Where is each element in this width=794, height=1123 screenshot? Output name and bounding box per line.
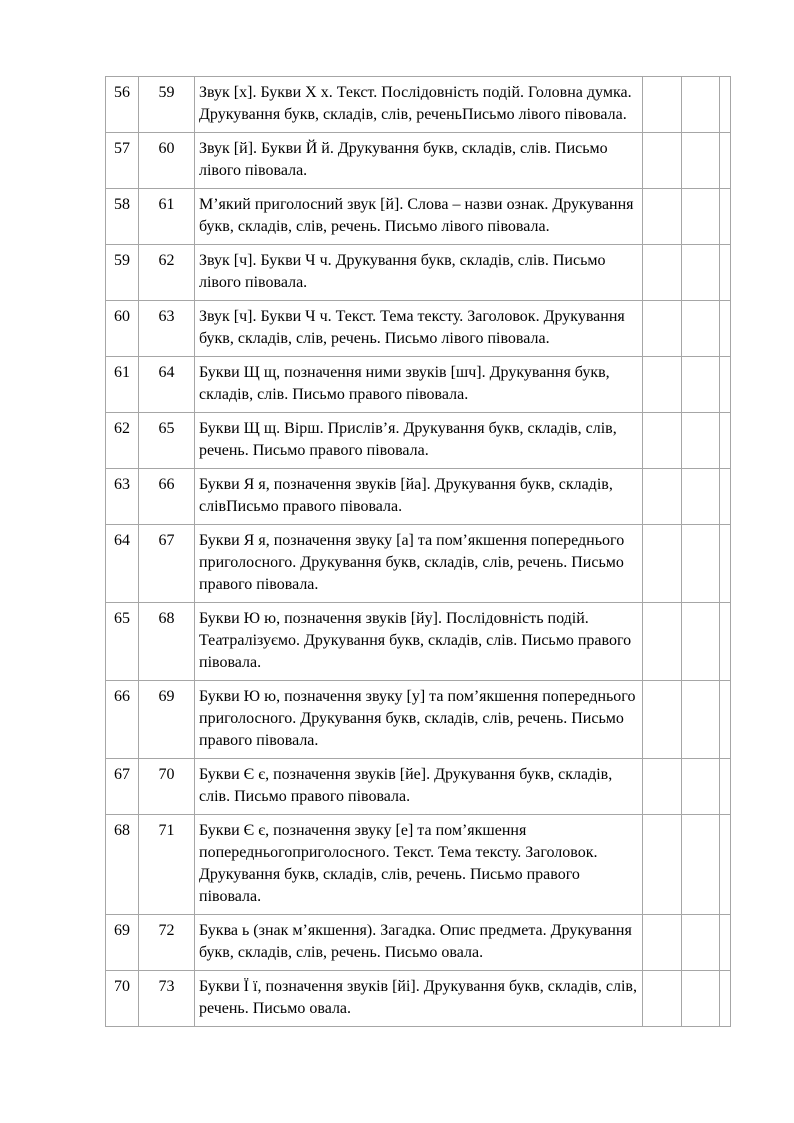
lesson-topic-cell: Букви Я я, позначення звуків [йа]. Друкування букв, складів, слівПисьмо правого півовала. [195, 469, 643, 525]
notes-cell [682, 189, 720, 245]
extra-cell [720, 603, 731, 681]
lesson-topic-cell: Букви Ю ю, позначення звуків [йу]. Послідовність подій. Театралізуємо. Друкування букв, складів, слів. Письмо правого півовала. [195, 603, 643, 681]
lesson-number-cell: 62 [139, 245, 195, 301]
lesson-plan-table [105, 76, 731, 1027]
extra-cell [720, 759, 731, 815]
extra-cell [720, 815, 731, 915]
extra-cell [720, 915, 731, 971]
table-row [106, 413, 731, 469]
date-cell [643, 133, 682, 189]
table-row [106, 915, 731, 971]
lesson-topic-cell: Звук [й]. Букви Й й. Друкування букв, складів, слів. Письмо лівого півовала. [195, 133, 643, 189]
row-number-cell: 69 [106, 915, 139, 971]
row-number-cell: 61 [106, 357, 139, 413]
table-row [106, 971, 731, 1027]
document-page [105, 76, 730, 1027]
notes-cell [682, 357, 720, 413]
lesson-topic-cell: Букви Щ щ. Вірш. Прислів’я. Друкування букв, складів, слів, речень. Письмо правого півовала. [195, 413, 643, 469]
date-cell [643, 759, 682, 815]
date-cell [643, 525, 682, 603]
extra-cell [720, 469, 731, 525]
lesson-number-cell: 61 [139, 189, 195, 245]
row-number-cell: 70 [106, 971, 139, 1027]
row-number-cell: 68 [106, 815, 139, 915]
table-row [106, 681, 731, 759]
lesson-number-cell: 67 [139, 525, 195, 603]
row-number-cell: 64 [106, 525, 139, 603]
notes-cell [682, 245, 720, 301]
lesson-number-cell: 72 [139, 915, 195, 971]
row-number-cell: 65 [106, 603, 139, 681]
notes-cell [682, 301, 720, 357]
lesson-number-cell: 69 [139, 681, 195, 759]
lesson-number-cell: 65 [139, 413, 195, 469]
extra-cell [720, 189, 731, 245]
row-number-cell: 62 [106, 413, 139, 469]
table-row [106, 301, 731, 357]
lesson-topic-cell: Звук [х]. Букви Х х. Текст. Послідовність подій. Головна думка. Друкування букв, складів, слів, реченьПисьмо лівого півовала. [195, 77, 643, 133]
notes-cell [682, 77, 720, 133]
notes-cell [682, 915, 720, 971]
date-cell [643, 915, 682, 971]
row-number-cell: 58 [106, 189, 139, 245]
date-cell [643, 189, 682, 245]
row-number-cell: 63 [106, 469, 139, 525]
row-number-cell: 66 [106, 681, 139, 759]
row-number-cell: 60 [106, 301, 139, 357]
row-number-cell: 56 [106, 77, 139, 133]
notes-cell [682, 759, 720, 815]
lesson-number-cell: 71 [139, 815, 195, 915]
extra-cell [720, 357, 731, 413]
date-cell [643, 603, 682, 681]
notes-cell [682, 681, 720, 759]
lesson-topic-cell: Букви Я я, позначення звуку [а] та пом’якшення попереднього приголосного. Друкування букв, складів, слів, речень. Письмо правого півовала. [195, 525, 643, 603]
date-cell [643, 815, 682, 915]
lesson-topic-cell: Звук [ч]. Букви Ч ч. Текст. Тема тексту. Заголовок. Друкування букв, складів, слів, речень. Письмо лівого півовала. [195, 301, 643, 357]
notes-cell [682, 525, 720, 603]
extra-cell [720, 245, 731, 301]
extra-cell [720, 133, 731, 189]
table-row [106, 357, 731, 413]
lesson-topic-cell: Букви Ї ї, позначення звуків [йі]. Друкування букв, складів, слів, речень. Письмо овала. [195, 971, 643, 1027]
lesson-topic-cell: Букви Щ щ, позначення ними звуків [шч]. Друкування букв, складів, слів. Письмо правого півовала. [195, 357, 643, 413]
table-row [106, 189, 731, 245]
lesson-topic-cell: Буква ь (знак м’якшення). Загадка. Опис предмета. Друкування букв, складів, слів, речень. Письмо овала. [195, 915, 643, 971]
lesson-topic-cell: М’який приголосний звук [й]. Слова – назви ознак. Друкування букв, складів, слів, речень. Письмо лівого півовала. [195, 189, 643, 245]
lesson-topic-cell: Звук [ч]. Букви Ч ч. Друкування букв, складів, слів. Письмо лівого півовала. [195, 245, 643, 301]
notes-cell [682, 469, 720, 525]
table-row [106, 469, 731, 525]
date-cell [643, 245, 682, 301]
lesson-topic-cell: Букви Є є, позначення звуків [йе]. Друкування букв, складів, слів. Письмо правого півовала. [195, 759, 643, 815]
lesson-number-cell: 63 [139, 301, 195, 357]
date-cell [643, 357, 682, 413]
extra-cell [720, 413, 731, 469]
notes-cell [682, 603, 720, 681]
table-row [106, 603, 731, 681]
extra-cell [720, 77, 731, 133]
table-row [106, 815, 731, 915]
table-row [106, 245, 731, 301]
notes-cell [682, 971, 720, 1027]
lesson-number-cell: 66 [139, 469, 195, 525]
table-row [106, 133, 731, 189]
date-cell [643, 971, 682, 1027]
date-cell [643, 413, 682, 469]
lesson-number-cell: 59 [139, 77, 195, 133]
lesson-plan-body [106, 77, 731, 1027]
extra-cell [720, 525, 731, 603]
lesson-number-cell: 68 [139, 603, 195, 681]
row-number-cell: 57 [106, 133, 139, 189]
date-cell [643, 301, 682, 357]
table-row [106, 525, 731, 603]
lesson-number-cell: 64 [139, 357, 195, 413]
notes-cell [682, 413, 720, 469]
lesson-topic-cell: Букви Є є, позначення звуку [е] та пом’якшення попередньогоприголосного. Текст. Тема тексту. Заголовок. Друкування букв, складів, слів, речень. Письмо правого півовала. [195, 815, 643, 915]
extra-cell [720, 301, 731, 357]
extra-cell [720, 971, 731, 1027]
date-cell [643, 77, 682, 133]
table-row [106, 77, 731, 133]
extra-cell [720, 681, 731, 759]
notes-cell [682, 133, 720, 189]
row-number-cell: 59 [106, 245, 139, 301]
row-number-cell: 67 [106, 759, 139, 815]
notes-cell [682, 815, 720, 915]
lesson-number-cell: 73 [139, 971, 195, 1027]
table-row [106, 759, 731, 815]
date-cell [643, 469, 682, 525]
date-cell [643, 681, 682, 759]
lesson-number-cell: 60 [139, 133, 195, 189]
lesson-topic-cell: Букви Ю ю, позначення звуку [у] та пом’якшення попереднього приголосного. Друкування букв, складів, слів, речень. Письмо правого півовала. [195, 681, 643, 759]
lesson-number-cell: 70 [139, 759, 195, 815]
